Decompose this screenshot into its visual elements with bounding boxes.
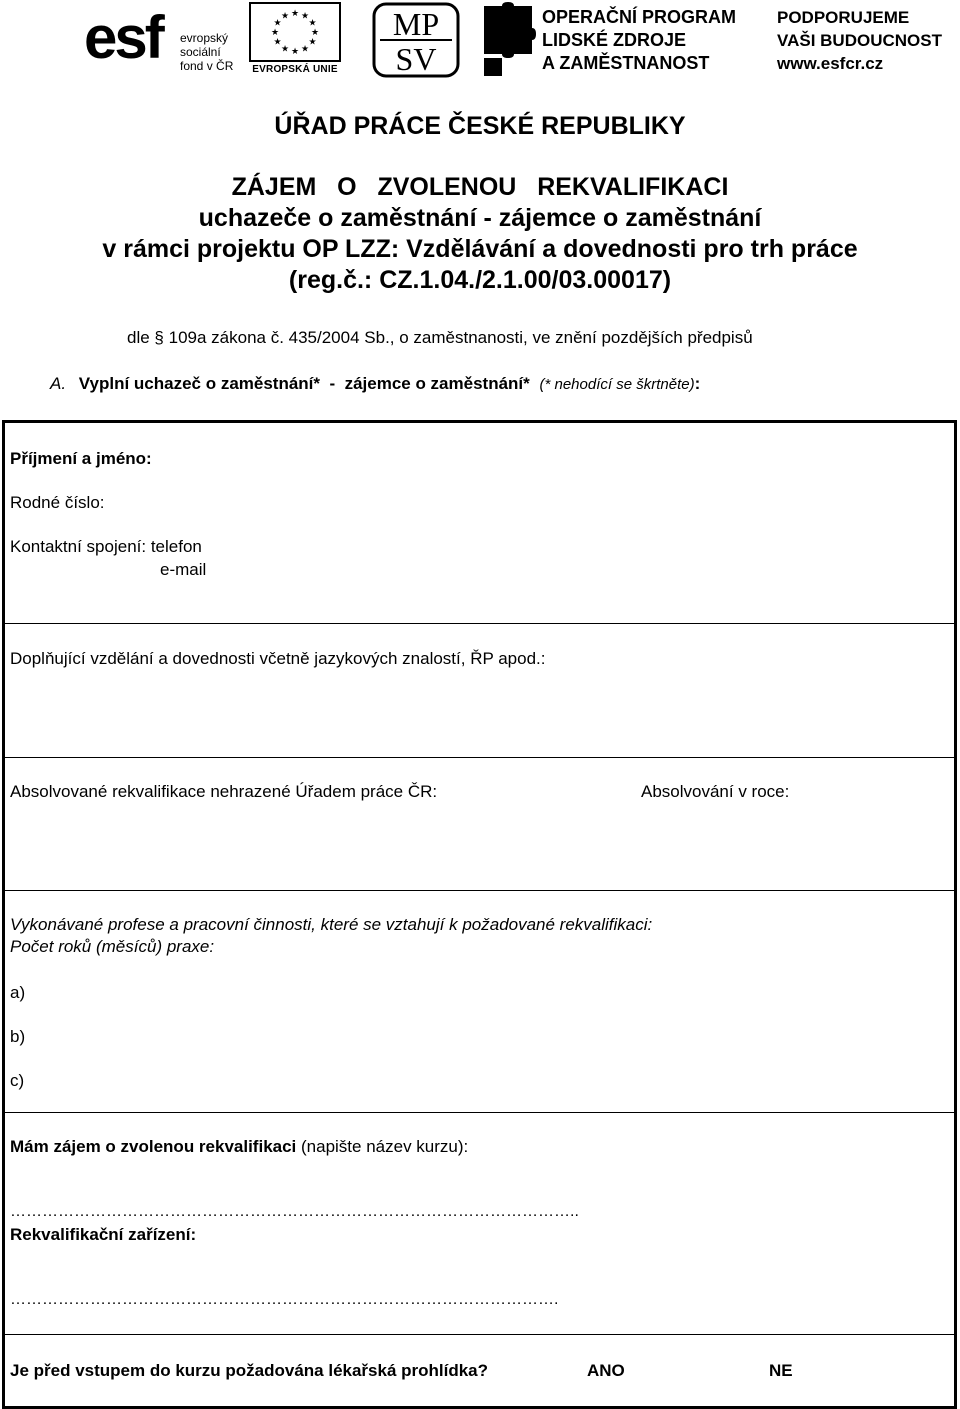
birth-number-label: Rodné číslo: — [10, 493, 105, 512]
divider — [5, 1112, 954, 1113]
eu-label: EVROPSKÁ UNIE — [252, 64, 338, 75]
support-url: www.esfcr.cz — [777, 54, 884, 73]
course-name-blank: …………………………………………………………………………………………….. — [10, 1203, 579, 1220]
esf-logo — [84, 2, 244, 78]
support-line1: PODPORUJEME — [777, 8, 910, 27]
svg-text:★: ★ — [290, 9, 300, 19]
op-logo — [480, 2, 750, 78]
facility-blank: …………………………………………………………………………………………. — [10, 1291, 559, 1308]
law-rest: 109a zákona č. 435/2004 Sb., o zaměstnanosti, ve znění pozdějších předpisů — [163, 328, 753, 347]
form-subtitle-2: v rámci projektu OP LZZ: Vzdělávání a dovednosti pro trh práce — [102, 235, 858, 263]
support-block — [777, 6, 959, 82]
medical-yes-option: ANO — [587, 1361, 625, 1380]
years-of-practice-label: Počet roků (měsíců) praxe: — [10, 937, 215, 956]
eu-logo — [249, 2, 341, 78]
section-a-letter: A. — [50, 374, 67, 393]
svg-text:★: ★ — [308, 37, 317, 48]
op-line1: OPERAČNÍ PROGRAM — [542, 7, 737, 27]
law-reference — [127, 328, 753, 348]
item-a: a) — [10, 983, 26, 1002]
education-label: Doplňující vzdělání a dovednosti včetně jazykových znalostí, ŘP apod.: — [10, 649, 546, 668]
course-interest-rest: (napište název kurzu): — [296, 1137, 469, 1156]
medical-exam-question: Je před vstupem do kurzu požadována lékařská prohlídka? — [10, 1361, 489, 1380]
puzzle-icon — [480, 2, 536, 78]
svg-text:★: ★ — [310, 28, 320, 38]
completion-year-label: Absolvování v roce: — [641, 782, 790, 801]
name-label: Příjmení a jméno: — [10, 449, 152, 468]
mpsv-bottom: SV — [395, 41, 437, 77]
course-interest-bold: Mám zájem o zvolenou rekvalifikaci — [10, 1137, 297, 1156]
divider — [5, 623, 954, 624]
svg-text:★: ★ — [273, 37, 282, 48]
section-a-heading — [50, 374, 700, 394]
svg-text:★: ★ — [280, 11, 290, 22]
course-interest-label — [10, 1137, 468, 1157]
contact-phone-label: Kontaktní spojení: telefon — [10, 537, 202, 556]
op-line3: A ZAMĚSTNANOST — [542, 53, 710, 73]
mpsv-emblem-icon — [372, 2, 460, 78]
esf-mark: esf — [84, 4, 162, 71]
item-b: b) — [10, 1027, 26, 1046]
svg-text:★: ★ — [290, 47, 300, 57]
medical-no-option: NE — [769, 1361, 793, 1380]
requalification-label: Absolvované rekvalifikace nehrazené Úřadem práce ČR: — [10, 782, 438, 801]
support-line2: VAŠI BUDOUCNOST — [777, 31, 942, 50]
svg-text:★: ★ — [273, 18, 282, 29]
svg-text:★: ★ — [308, 18, 317, 29]
section-a-colon: : — [694, 374, 701, 393]
svg-text:★: ★ — [270, 28, 280, 38]
form-title: ZÁJEM O ZVOLENOU REKVALIFIKACI — [231, 173, 729, 201]
mpsv-logo — [372, 2, 460, 78]
profession-label: Vykonávané profese a pracovní činnosti, které se vztahují k požadované rekvalifikaci: — [10, 915, 653, 934]
esf-line1: evropský — [180, 31, 229, 45]
section-a-text: Vyplní uchazeč o zaměstnání* - zájemce o zaměstnání* — [78, 374, 530, 393]
applicant-form — [2, 420, 957, 1409]
law-prefix: dle — [127, 328, 155, 347]
form-subtitle-3: (reg.č.: CZ.1.04./2.1.00/03.00017) — [288, 266, 672, 294]
svg-text:★: ★ — [300, 11, 310, 22]
office-title: ÚŘAD PRÁCE ČESKÉ REPUBLIKY — [274, 112, 686, 140]
form-subtitle-1: uchazeče o zaměstnání - zájemce o zaměstnání — [198, 204, 762, 232]
divider — [5, 890, 954, 891]
svg-text:★: ★ — [280, 44, 290, 55]
eu-flag-icon — [249, 2, 341, 64]
svg-text:★: ★ — [300, 44, 310, 55]
section-a-note: (* nehodící se škrtněte) — [539, 376, 695, 393]
divider — [5, 757, 954, 758]
facility-label: Rekvalifikační zařízení: — [10, 1225, 197, 1244]
op-line2: LIDSKÉ ZDROJE — [542, 30, 687, 50]
divider — [5, 1334, 954, 1335]
mpsv-top: MP — [392, 6, 440, 42]
paragraph-icon: § — [154, 328, 164, 347]
esf-line3: fond v ČR — [180, 59, 234, 73]
item-c: c) — [10, 1071, 25, 1090]
contact-email-label: e-mail — [160, 560, 207, 579]
esf-line2: sociální — [180, 45, 221, 59]
header-logos — [0, 0, 960, 90]
